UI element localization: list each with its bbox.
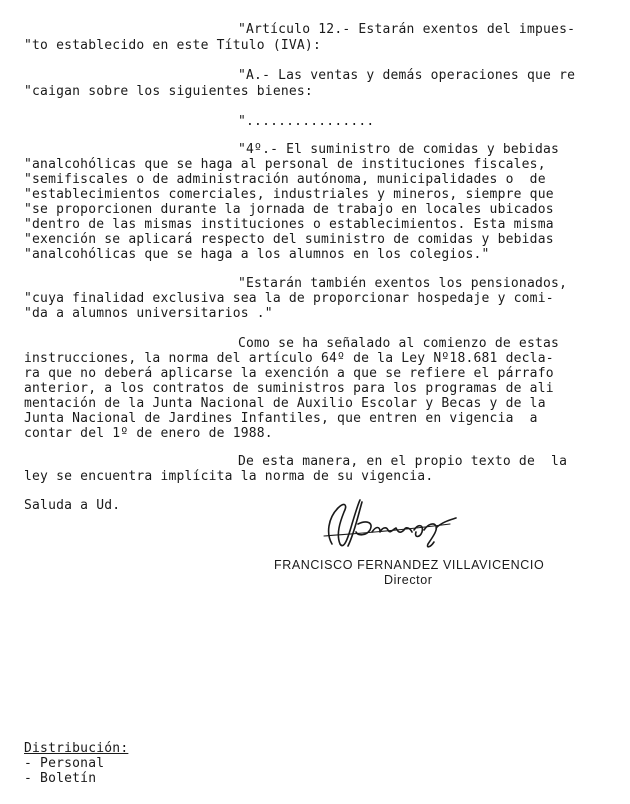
comment-line-5: mentación de la Junta Nacional de Auxilio Escolar y Becas y de la bbox=[24, 396, 546, 411]
item4-line-3: "semifiscales o de administración autónoma, municipalidades o de bbox=[24, 172, 546, 187]
handwritten-signature bbox=[318, 494, 468, 556]
comment-line-1: Como se ha señalado al comienzo de estas bbox=[238, 336, 560, 351]
section-a-line-2: "caigan sobre los siguientes bienes: bbox=[24, 84, 313, 99]
item4-line-2: "analcohólicas que se haga al personal de instituciones fiscales, bbox=[24, 157, 546, 172]
signatory-name: FRANCISCO FERNANDEZ VILLAVICENCIO bbox=[274, 558, 545, 572]
ellipsis-line: "................ bbox=[238, 114, 375, 129]
item4-line-1: "4º.- El suministro de comidas y bebidas bbox=[238, 142, 560, 157]
exempt-line-3: "da a alumnos universitarios ." bbox=[24, 306, 273, 321]
comment-line-3: ra que no deberá aplicarse la exención a que se refiere el párrafo bbox=[24, 366, 554, 381]
comment-line-2: instrucciones, la norma del artículo 64º de la Ley Nº18.681 decla- bbox=[24, 351, 554, 366]
exempt-line-2: "cuya finalidad exclusiva sea la de proporcionar hospedaje y comi- bbox=[24, 291, 554, 306]
item4-line-4: "establecimientos comerciales, industriales y mineros, siempre que bbox=[24, 187, 554, 202]
article-line-2: "to establecido en este Título (IVA): bbox=[24, 38, 321, 53]
closing-line-1: De esta manera, en el propio texto de la bbox=[238, 454, 568, 469]
comment-line-4: anterior, a los contratos de suministros para los programas de ali bbox=[24, 381, 554, 396]
item4-line-8: "analcohólicas que se haga a los alumnos en los colegios." bbox=[24, 247, 490, 262]
salutation: Saluda a Ud. bbox=[24, 498, 121, 513]
distribution-item-boletin: - Boletín bbox=[24, 771, 97, 786]
distribution-heading: Distribución: bbox=[24, 741, 129, 756]
closing-line-2: ley se encuentra implícita la norma de su vigencia. bbox=[24, 469, 434, 484]
distribution-item-personal: - Personal bbox=[24, 756, 105, 771]
comment-line-7: contar del 1º de enero de 1988. bbox=[24, 426, 273, 441]
item4-line-5: "se proporcionen durante la jornada de trabajo en locales ubicados bbox=[24, 202, 554, 217]
article-line-1: "Artículo 12.- Estarán exentos del impues- bbox=[238, 22, 576, 37]
section-a-line-1: "A.- Las ventas y demás operaciones que re bbox=[238, 68, 576, 83]
signatory-title: Director bbox=[384, 573, 433, 587]
comment-line-6: Junta Nacional de Jardines Infantiles, que entren en vigencia a bbox=[24, 411, 538, 426]
item4-line-7: "exención se aplicará respecto del suministro de comidas y bebidas bbox=[24, 232, 554, 247]
item4-line-6: "dentro de las mismas instituciones o establecimientos. Esta misma bbox=[24, 217, 554, 232]
exempt-line-1: "Estarán también exentos los pensionados, bbox=[238, 276, 568, 291]
